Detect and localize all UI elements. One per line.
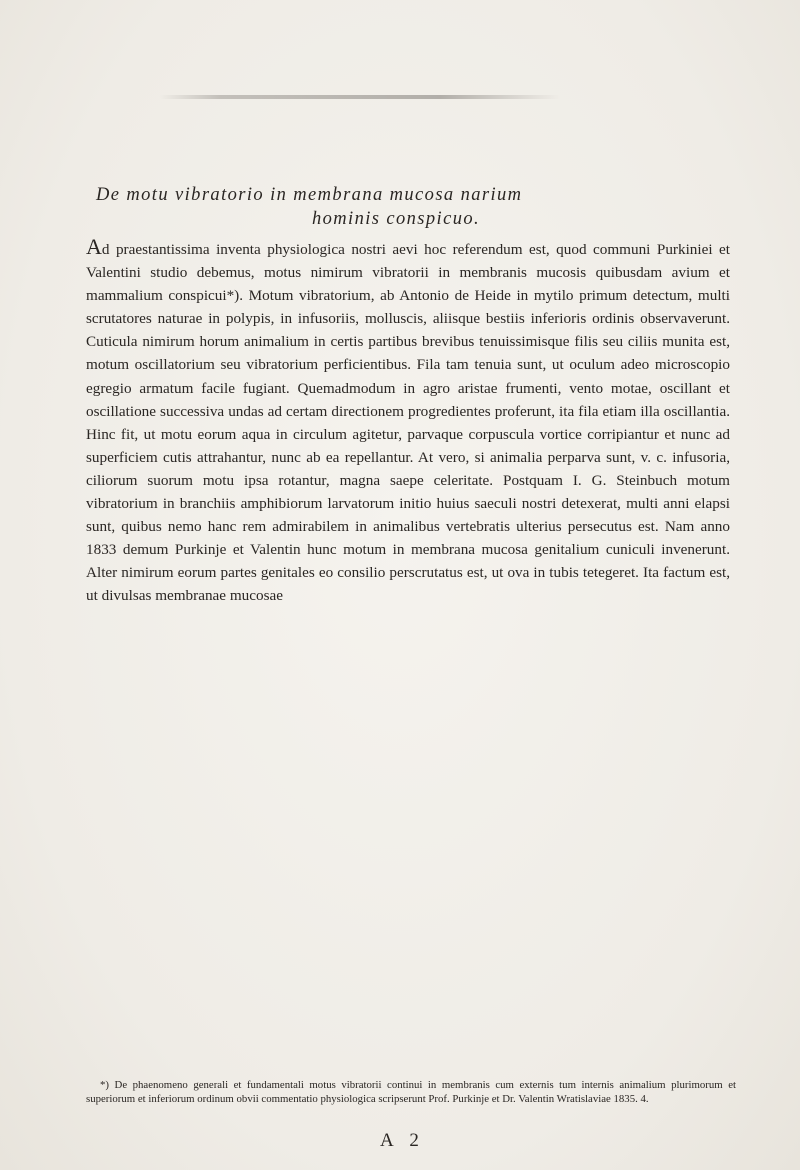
footnote: *) De phaenomeno generali et fundamentali motus vibratorii continui in membranis cum externis tum internis animalium plurimorum et superiorum et inferiorum ordinum obvii commentatio physiologica scripserunt Prof. Purkinje et Dr. Valentin Wratislaviae 1835. 4.: [86, 1079, 736, 1105]
signature-mark: A 2: [380, 1130, 425, 1151]
body-paragraph: [86, 234, 730, 608]
drop-cap: A: [86, 234, 102, 259]
page-title: [96, 183, 736, 231]
title-line-1: De motu vibratorio in membrana mucosa narium: [96, 185, 523, 205]
body-text: d praestantissima inventa physiologica nostri aevi hoc referendum est, quod communi Purkiniei et Valentini studio debemus, motus nimirum vibratorii in membranis mucosis quibusdam avium et mammalium conspicui*). Motum vibratorium, ab Antonio de Heide in mytilo primum detectum, multi scrutatores naturae in polypis, in infusoriis, molluscis, aliisque bestiis inferioris ordinis observaverunt. Cuticula nimirum horum animalium in certis partibus brevibus tenuissimisque filis seu ciliis munita est, motum oscillatorium seu vibratorium perficientibus. Fila tam tenuia sunt, ut oculum adeo microscopio egregio armatum facile fugiant. Quemadmodum in agro aristae frumenti, vento motae, oscillant et oscillatione successiva undas ad certam directionem progredientes proferunt, ita fila etiam illa oscillantia. Hinc fit, ut motu eorum aqua in circulum agitetur, parvaque corpuscula vortice corripiantur et nunc ad superficiem cutis attrahantur, nunc ab ea repellantur. At vero, si animalia perparva sunt, v. c. infusoria, ciliorum suorum motu ipsa rotantur, magna saepe celeritate. Postquam I. G. Steinbuch motum vibratorium in branchiis amphibiorum larvatorum initio huius saeculi nostri detexerat, multi anni elapsi sunt, quibus nemo hanc rem admirabilem in animalibus vertebratis ulterius persecutus est. Nam anno 1833 demum Purkinje et Valentin hunc motum in membrana mucosa genitalium cuniculi invenerunt. Alter nimirum eorum partes genitales eo consilio perscrutatus est, ut ova in tubis tetegeret. Ita factum est, ut divulsas membranae mucosae: [86, 241, 730, 605]
print-smudge: [160, 95, 560, 99]
title-line-2: hominis conspicuo.: [311, 209, 481, 229]
